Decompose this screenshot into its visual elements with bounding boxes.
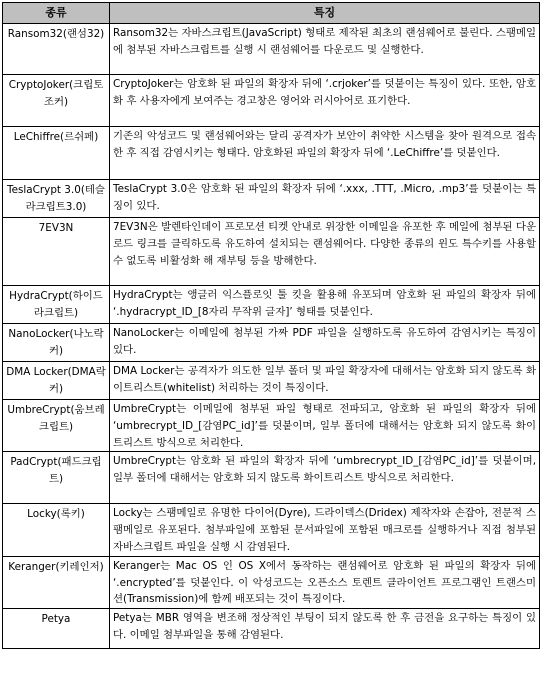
- ransomware-description: Keranger는 Mac OS 인 OS X에서 동작하는 랜섬웨어로 암호화 된 파일의 확장자 뒤에 ‘.encrypted’를 덧붙인다. 이 악성코드는 오픈소스 토렌트 클라이언트 프로그램인 트랜스미션(Transmission)에 함께 배포되는 것이 특징이다.: [110, 556, 540, 608]
- ransomware-name: Petya: [3, 609, 110, 649]
- ransomware-name: 7EV3N: [3, 218, 110, 286]
- ransomware-description: UmbreCrypt는 이메일에 첨부된 파일 형태로 전파되고, 암호화 된 파일의 확장자 뒤에 ‘umbrecrypt_ID_[감염PC_id]’를 덧붙이며, 일부 폴더에 대해서는 암호화 되지 않도록 화이트리스트 방식으로 처리한다.: [110, 400, 540, 452]
- header-row: [3, 3, 540, 24]
- table-row: [3, 286, 540, 324]
- table-row: [3, 400, 540, 452]
- header-features: 특징: [110, 3, 540, 24]
- ransomware-name: LeChiffre(르쉬페): [3, 127, 110, 180]
- table-row: [3, 218, 540, 286]
- ransomware-description: TeslaCrypt 3.0은 암호화 된 파일의 확장자 뒤에 ‘.xxx, .TTT, .Micro, .mp3’를 덧붙이는 특징이 있다.: [110, 180, 540, 218]
- ransomware-name: Locky(록키): [3, 504, 110, 556]
- table-row: [3, 75, 540, 127]
- ransomware-description: CryptoJoker는 암호화 된 파일의 확장자 뒤에 ‘.crjoker’를 덧붙이는 특징이 있다. 또한, 암호화 후 사용자에게 보여주는 경고창은 영어와 러시아어로 표기한다.: [110, 75, 540, 127]
- table-row: [3, 504, 540, 556]
- ransomware-description: Petya는 MBR 영역을 변조해 정상적인 부팅이 되지 않도록 한 후 금전을 요구하는 특징이 있다. 이메일 첨부파일을 통해 감염된다.: [110, 609, 540, 649]
- ransomware-name: CryptoJoker(크립토조커): [3, 75, 110, 127]
- ransomware-description: HydraCrypt는 앵글러 익스플로잇 툴 킷을 활용해 유포되며 암호화 된 파일의 확장자 뒤에 ‘.hydracrypt_ID_[8자리 무작위 글자]’ 형태를 덧붙인다.: [110, 286, 540, 324]
- ransomware-table: [2, 2, 540, 649]
- ransomware-description: UmbreCrypt는 암호화 된 파일의 확장자 뒤에 ‘umbrecrypt_ID_[감염PC_id]’를 덧붙이며, 일부 폴더에 대해서는 암호화 되지 않도록 화이트리스트 방식으로 처리한다.: [110, 452, 540, 504]
- table-row: [3, 24, 540, 75]
- header-type: 종류: [3, 3, 110, 24]
- ransomware-description: 7EV3N은 발렌타인데이 프로모션 티켓 안내로 위장한 이메일을 유포한 후 메일에 첨부된 다운로드 링크를 클릭하도록 유도하여 설치되는 랜섬웨어다. 다양한 종류의 윈도 특수키를 사용할 수 없도록 비활성화 해 재부팅 등을 방해한다.: [110, 218, 540, 286]
- ransomware-name: TeslaCrypt 3.0(테슬라크립트3.0): [3, 180, 110, 218]
- ransomware-name: HydraCrypt(하이드라크립트): [3, 286, 110, 324]
- ransomware-name: DMA Locker(DMA락커): [3, 362, 110, 400]
- ransomware-name: PadCrypt(패드크립트): [3, 452, 110, 504]
- ransomware-description: 기존의 악성코드 및 랜섬웨어와는 달리 공격자가 보안이 취약한 시스템을 찾아 원격으로 접속한 후 직접 감염시키는 형태다. 암호화된 파일의 확장자 뒤에 ‘.LeChiffre’를 덧붙인다.: [110, 127, 540, 180]
- table-row: [3, 556, 540, 608]
- ransomware-name: NanoLocker(나노락커): [3, 324, 110, 362]
- ransomware-description: DMA Locker는 공격자가 의도한 일부 폴더 및 파일 확장자에 대해서는 암호화 되지 않도록 화이트리스트(whitelist) 처리하는 것이 특징이다.: [110, 362, 540, 400]
- table-row: [3, 609, 540, 649]
- table-row: [3, 127, 540, 180]
- ransomware-name: Keranger(키레인저): [3, 556, 110, 608]
- table-row: [3, 324, 540, 362]
- ransomware-name: UmbreCrypt(움브레크립트): [3, 400, 110, 452]
- ransomware-description: NanoLocker는 이메일에 첨부된 가짜 PDF 파일을 실행하도록 유도하여 감염시키는 특징이 있다.: [110, 324, 540, 362]
- table-row: [3, 180, 540, 218]
- table-row: [3, 362, 540, 400]
- ransomware-description: Ransom32는 자바스크립트(JavaScript) 형태로 제작된 최초의 랜섬웨어로 불린다. 스팸메일에 첨부된 자바스크립트를 실행 시 랜섬웨어를 다운로드 및 실행한다.: [110, 24, 540, 75]
- table-row: [3, 452, 540, 504]
- ransomware-description: Locky는 스팸메일로 유명한 다이어(Dyre), 드라이덱스(Dridex) 제작자와 손잡아, 전문적 스팸메일로 유포된다. 첨부파일에 포함된 문서파일에 포함된 매크로를 실행하거나 직접 첨부된 자바스크립트 파일을 실행 시 감염된다.: [110, 504, 540, 556]
- ransomware-name: Ransom32(랜섬32): [3, 24, 110, 75]
